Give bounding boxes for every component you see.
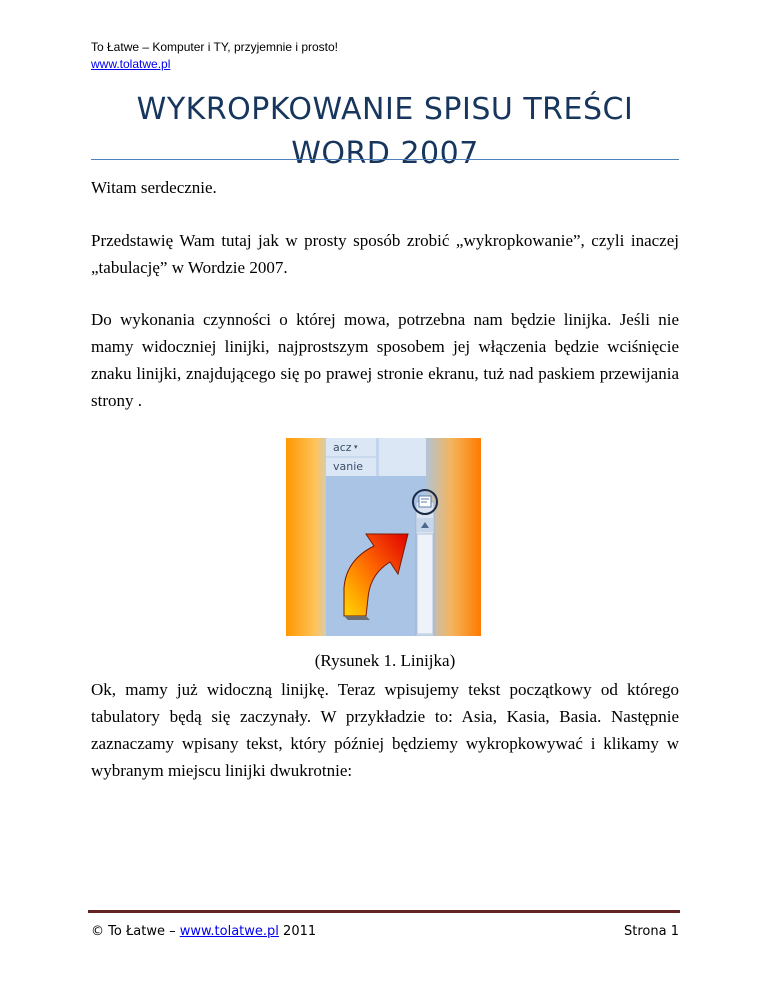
figure-caption: (Rysunek 1. Linijka)	[314, 651, 456, 670]
figure-ruler-screenshot	[286, 438, 481, 636]
page-number: Strona 1	[624, 924, 679, 939]
title-line-1: WYKROPKOWANIE SPISU TREŚCI	[136, 92, 634, 127]
figure-illustration	[286, 438, 481, 636]
footer-link[interactable]: www.tolatwe.pl	[179, 924, 279, 939]
paragraph-ruler: Do wykonania czynności o której mowa, potrzebna nam będzie linijka. Jeśli nie mamy widoczniej linijki, najprostszym sposobem jej włączenia będzie wciśnięcie znaku linijki, znajdującego się po prawej stronie ekranu, tuż nad paskiem przewijania strony .	[91, 310, 679, 410]
header-tagline: To Łatwe – Komputer i TY, przyjemnie i prosto!	[91, 40, 339, 54]
ribbon-snippet-1: acz	[333, 441, 352, 454]
paragraph-intro: Przedstawię Wam tutaj jak w prosty sposób zrobić „wykropkowanie”, czyli inaczej „tabulację” w Wordzie 2007.	[91, 231, 679, 277]
footer-copyright-prefix: © To Łatwe –	[91, 924, 180, 939]
paragraph-steps: Ok, mamy już widoczną linijkę. Teraz wpisujemy tekst początkowy od którego tabulatory będą się zaczynały. W przykładzie to: Asia, Kasia, Basia. Następnie zaznaczamy wpisany tekst, który później będziemy wykropkowywać i klikamy w wybranym miejscu linijki dwukrotnie:	[91, 680, 679, 780]
title-line-2: WORD 2007	[291, 136, 479, 171]
footer-divider	[88, 910, 680, 913]
footer-copyright	[91, 924, 316, 939]
dropdown-triangle-icon: ▾	[354, 443, 358, 451]
header-link[interactable]: www.tolatwe.pl	[91, 57, 171, 71]
title-divider	[91, 159, 679, 160]
page-title	[91, 88, 679, 176]
paragraph-greeting: Witam serdecznie.	[91, 178, 217, 197]
footer-year: 2011	[278, 924, 317, 939]
ribbon-snippet-2: vanie	[333, 460, 364, 473]
